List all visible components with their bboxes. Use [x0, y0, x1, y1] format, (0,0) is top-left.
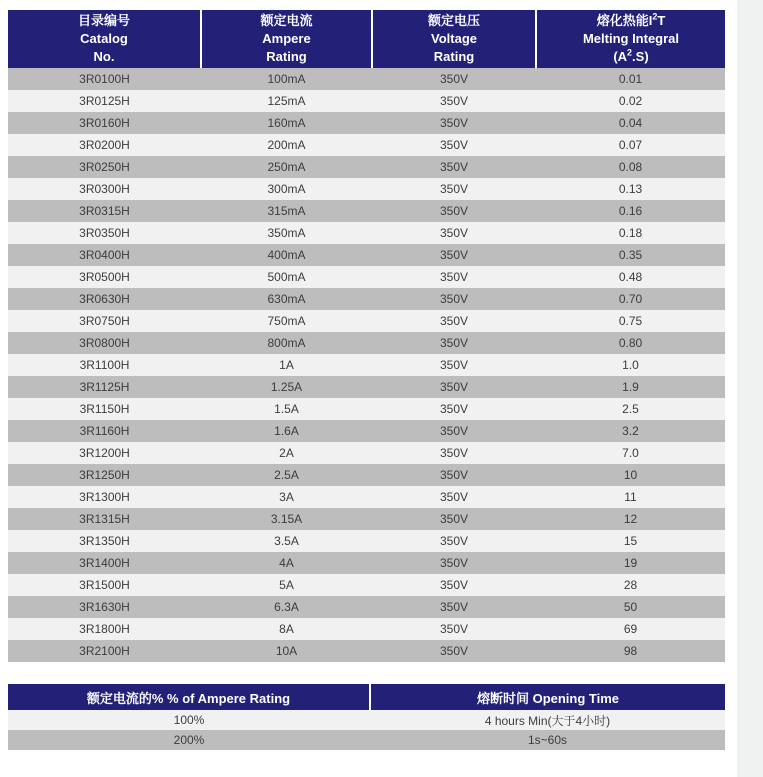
cell-voltage-rating: 350V [372, 112, 536, 134]
cell-melting-integral: 1.9 [536, 376, 725, 398]
spec-header-opening-time: 熔断时间 Opening Time [370, 684, 725, 710]
cell-ampere-rating: 300mA [201, 178, 372, 200]
cell-catalog-no: 3R1125H [8, 376, 201, 398]
cell-voltage-rating: 350V [372, 420, 536, 442]
cell-voltage-rating: 350V [372, 156, 536, 178]
cell-melting-integral: 0.08 [536, 156, 725, 178]
cell-ampere-rating: 3.5A [201, 530, 372, 552]
cell-melting-integral: 0.02 [536, 90, 725, 112]
cell-melting-integral: 69 [536, 618, 725, 640]
cell-catalog-no: 3R1350H [8, 530, 201, 552]
cell-voltage-rating: 350V [372, 200, 536, 222]
cell-catalog-no: 3R1630H [8, 596, 201, 618]
cell-voltage-rating: 350V [372, 464, 536, 486]
cell-catalog-no: 3R1800H [8, 618, 201, 640]
cell-catalog-no: 3R0750H [8, 310, 201, 332]
table-row [8, 486, 725, 508]
cell-catalog-no: 3R0100H [8, 68, 201, 90]
cell-melting-integral: 0.35 [536, 244, 725, 266]
spec-table-body [8, 710, 725, 750]
cell-catalog-no: 3R0400H [8, 244, 201, 266]
cell-ampere-rating: 750mA [201, 310, 372, 332]
cell-voltage-rating: 350V [372, 222, 536, 244]
cell-ampere-rating: 3A [201, 486, 372, 508]
cell-ampere-rating: 1A [201, 354, 372, 376]
col-header-ampere-en2: Rating [266, 49, 307, 64]
cell-voltage-rating: 350V [372, 552, 536, 574]
cell-catalog-no: 3R0160H [8, 112, 201, 134]
cell-melting-integral: 19 [536, 552, 725, 574]
cell-voltage-rating: 350V [372, 90, 536, 112]
spec-table-header [8, 684, 725, 710]
table-row [8, 530, 725, 552]
cell-voltage-rating: 350V [372, 244, 536, 266]
cell-melting-integral: 10 [536, 464, 725, 486]
table-row [8, 574, 725, 596]
cell-ampere-rating: 500mA [201, 266, 372, 288]
cell-melting-integral: 0.07 [536, 134, 725, 156]
col-header-melting-en1: Melting Integral [582, 31, 680, 46]
cell-melting-integral: 12 [536, 508, 725, 530]
col-header-melting-zh: 熔化热能$I^2T$ [596, 11, 666, 28]
table-row [8, 596, 725, 618]
cell-ampere-rating: 100mA [201, 68, 372, 90]
cell-catalog-no: 3R1160H [8, 420, 201, 442]
col-header-voltage-rating [372, 10, 536, 68]
table-row [8, 288, 725, 310]
cell-voltage-rating: 350V [372, 332, 536, 354]
cell-catalog-no: 3R0500H [8, 266, 201, 288]
cell-melting-integral: 0.01 [536, 68, 725, 90]
cell-melting-integral: 50 [536, 596, 725, 618]
cell-voltage-rating: 350V [372, 618, 536, 640]
cell-catalog-no: 3R0250H [8, 156, 201, 178]
page-right-strip [737, 0, 763, 777]
table-row [8, 266, 725, 288]
opening-time-table [8, 684, 725, 750]
table-row [8, 178, 725, 200]
table-row [8, 640, 725, 662]
cell-ampere-rating: 200mA [201, 134, 372, 156]
cell-ampere-rating: 1.25A [201, 376, 372, 398]
header-row [8, 684, 725, 710]
table-row [8, 112, 725, 134]
cell-catalog-no: 3R1300H [8, 486, 201, 508]
cell-ampere-rating: 315mA [201, 200, 372, 222]
table-row [8, 222, 725, 244]
cell-voltage-rating: 350V [372, 442, 536, 464]
superscript-2: 2 [652, 11, 658, 22]
main-table-body [8, 68, 725, 662]
table-row [8, 156, 725, 178]
cell-ampere-percent: 200% [8, 730, 370, 750]
cell-catalog-no: 3R1100H [8, 354, 201, 376]
cell-voltage-rating: 350V [372, 376, 536, 398]
header-row [8, 10, 725, 68]
cell-melting-integral: 2.5 [536, 398, 725, 420]
cell-ampere-rating: 10A [201, 640, 372, 662]
table-row [8, 310, 725, 332]
cell-voltage-rating: 350V [372, 398, 536, 420]
cell-ampere-rating: 1.5A [201, 398, 372, 420]
cell-opening-time: 1s~60s [370, 730, 725, 750]
cell-ampere-rating: 4A [201, 552, 372, 574]
cell-ampere-rating: 8A [201, 618, 372, 640]
col-header-catalog-en1: Catalog [80, 31, 128, 46]
col-header-voltage-zh: 额定电压 [427, 13, 480, 28]
cell-voltage-rating: 350V [372, 178, 536, 200]
cell-melting-integral: 3.2 [536, 420, 725, 442]
cell-catalog-no: 3R0300H [8, 178, 201, 200]
col-header-catalog-en2: No. [93, 49, 115, 64]
main-table-header [8, 10, 725, 68]
cell-voltage-rating: 350V [372, 134, 536, 156]
cell-ampere-rating: 630mA [201, 288, 372, 310]
cell-voltage-rating: 350V [372, 640, 536, 662]
cell-opening-time: 4 hours Min(大于4小时) [370, 710, 725, 730]
table-row [8, 552, 725, 574]
cell-voltage-rating: 350V [372, 574, 536, 596]
cell-voltage-rating: 350V [372, 266, 536, 288]
cell-voltage-rating: 350V [372, 354, 536, 376]
col-header-catalog-no [8, 10, 201, 68]
cell-melting-integral: 0.18 [536, 222, 725, 244]
cell-voltage-rating: 350V [372, 530, 536, 552]
cell-melting-integral: 0.04 [536, 112, 725, 134]
cell-ampere-rating: 800mA [201, 332, 372, 354]
cell-ampere-rating: 5A [201, 574, 372, 596]
cell-catalog-no: 3R1200H [8, 442, 201, 464]
cell-ampere-rating: 160mA [201, 112, 372, 134]
table-row [8, 332, 725, 354]
table-row [8, 420, 725, 442]
cell-melting-integral: 15 [536, 530, 725, 552]
cell-melting-integral: 7.0 [536, 442, 725, 464]
cell-melting-integral: 0.48 [536, 266, 725, 288]
cell-melting-integral: 0.13 [536, 178, 725, 200]
cell-ampere-rating: 400mA [201, 244, 372, 266]
col-header-voltage-en2: Rating [433, 49, 475, 64]
table-row [8, 68, 725, 90]
cell-voltage-rating: 350V [372, 486, 536, 508]
spec-header-ampere-percent: 额定电流的% % of Ampere Rating [8, 684, 370, 710]
cell-melting-integral: 11 [536, 486, 725, 508]
cell-ampere-rating: 2A [201, 442, 372, 464]
cell-catalog-no: 3R0315H [8, 200, 201, 222]
cell-voltage-rating: 350V [372, 288, 536, 310]
table-row [8, 398, 725, 420]
col-header-ampere-en1: Ampere [262, 31, 311, 46]
table-row [8, 134, 725, 156]
table-row [8, 618, 725, 640]
table-row [8, 244, 725, 266]
cell-melting-integral: 0.70 [536, 288, 725, 310]
cell-ampere-rating: 125mA [201, 90, 372, 112]
table-row [8, 730, 725, 750]
cell-catalog-no: 3R1150H [8, 398, 201, 420]
cell-melting-integral: 98 [536, 640, 725, 662]
cell-catalog-no: 3R0125H [8, 90, 201, 112]
table-row [8, 710, 725, 730]
table-row [8, 442, 725, 464]
cell-melting-integral: 0.75 [536, 310, 725, 332]
cell-catalog-no: 3R0350H [8, 222, 201, 244]
cell-voltage-rating: 350V [372, 310, 536, 332]
fuse-ratings-table [8, 10, 725, 662]
cell-voltage-rating: 350V [372, 68, 536, 90]
cell-voltage-rating: 350V [372, 596, 536, 618]
cell-melting-integral: 0.16 [536, 200, 725, 222]
cell-catalog-no: 3R0200H [8, 134, 201, 156]
cell-ampere-rating: 6.3A [201, 596, 372, 618]
cell-catalog-no: 3R0800H [8, 332, 201, 354]
cell-melting-integral: 28 [536, 574, 725, 596]
cell-catalog-no: 3R1315H [8, 508, 201, 530]
cell-voltage-rating: 350V [372, 508, 536, 530]
col-header-melting-en2: $(A^2.S)$ [613, 47, 649, 64]
cell-ampere-rating: 1.6A [201, 420, 372, 442]
cell-ampere-percent: 100% [8, 710, 370, 730]
cell-catalog-no: 3R2100H [8, 640, 201, 662]
cell-ampere-rating: 250mA [201, 156, 372, 178]
superscript-2: 2 [627, 47, 633, 58]
col-header-voltage-en1: Voltage [431, 31, 477, 46]
cell-melting-integral: 1.0 [536, 354, 725, 376]
table-row [8, 464, 725, 486]
col-header-ampere-rating [201, 10, 372, 68]
cell-catalog-no: 3R0630H [8, 288, 201, 310]
table-row [8, 354, 725, 376]
table-row [8, 200, 725, 222]
col-header-ampere-zh: 额定电流 [260, 13, 313, 28]
cell-catalog-no: 3R1250H [8, 464, 201, 486]
cell-ampere-rating: 3.15A [201, 508, 372, 530]
col-header-melting-integral [536, 10, 725, 68]
table-row [8, 90, 725, 112]
table-row [8, 376, 725, 398]
cell-ampere-rating: 2.5A [201, 464, 372, 486]
table-row [8, 508, 725, 530]
col-header-catalog-zh: 目录编号 [77, 13, 130, 28]
cell-catalog-no: 3R1400H [8, 552, 201, 574]
cell-melting-integral: 0.80 [536, 332, 725, 354]
cell-ampere-rating: 350mA [201, 222, 372, 244]
cell-catalog-no: 3R1500H [8, 574, 201, 596]
